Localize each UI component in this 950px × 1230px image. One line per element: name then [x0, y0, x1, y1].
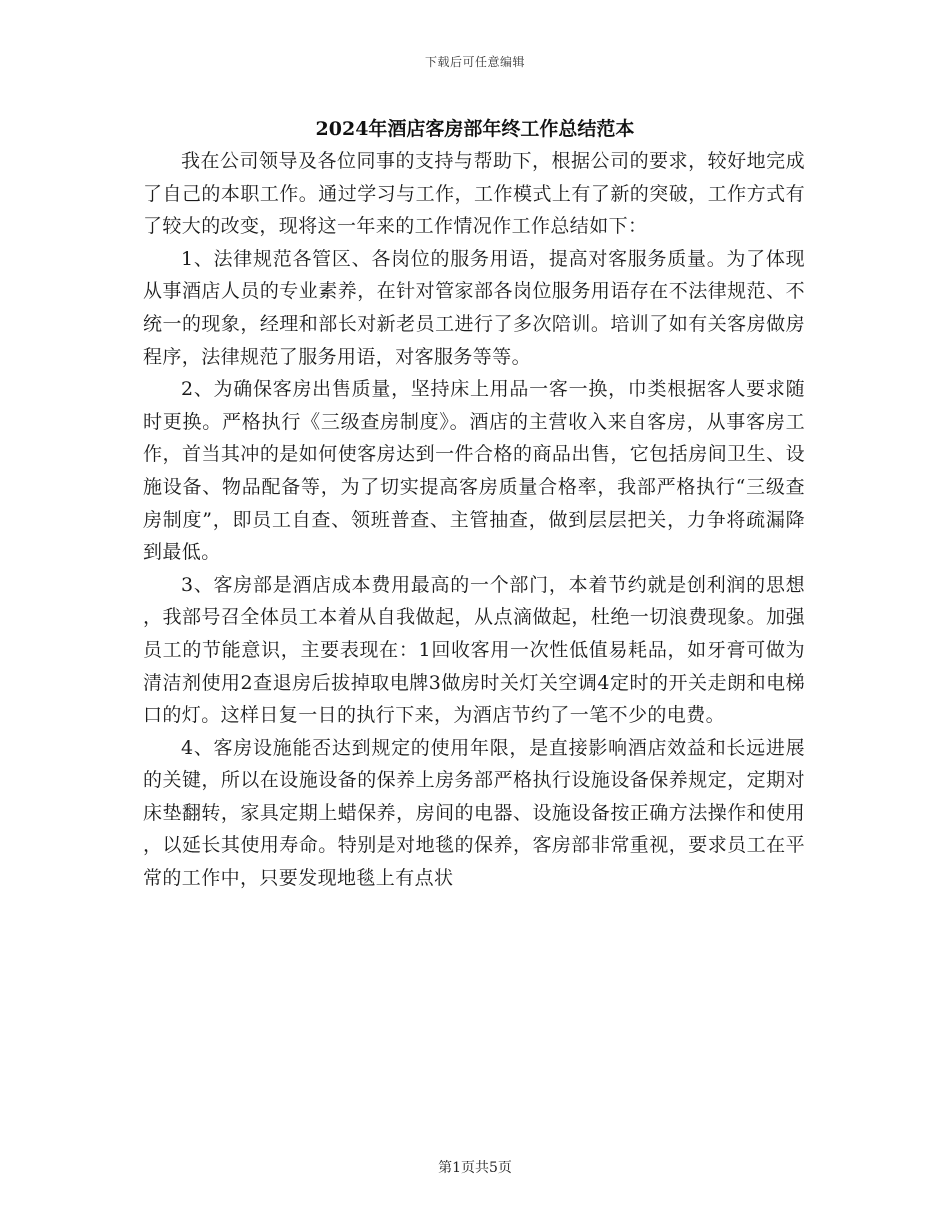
document-title: 2024年酒店客房部年终工作总结范本 — [315, 118, 635, 140]
paragraph-item-1: 1、法律规范各管区、各岗位的服务用语，提高对客服务质量。为了体现从事酒店人员的专业素养，在针对管家部各岗位服务用语存在不法律规范、不统一的现象，经理和部长对新老员工进行了多次陪训。培训了如有关客房做房程序，法律规范了服务用语，对客服务等等。 — [143, 247, 805, 368]
paragraph-item-4: 4、客房设施能否达到规定的使用年限，是直接影响酒店效益和长远进展的关键，所以在设施设备的保养上房务部严格执行设施设备保养规定，定期对床垫翻转，家具定期上蜡保养，房间的电器、设施设备按正确方法操作和使用，以延长其使用寿命。特别是对地毯的保养，客房部非常重视，要求员工在平常的工作中，只要发现地毯上有点状 — [143, 736, 805, 890]
document-body — [143, 145, 805, 895]
paragraph-intro: 我在公司领导及各位同事的支持与帮助下，根据公司的要求，较好地完成了自己的本职工作。通过学习与工作，工作模式上有了新的突破，工作方式有了较大的改变，现将这一年来的工作情况作工作总结如下： — [143, 150, 805, 238]
paragraph-item-2: 2、为确保客房出售质量，坚持床上用品一客一换，巾类根据客人要求随时更换。严格执行《三级查房制度》。酒店的主营收入来自客房，从事客房工作，首当其冲的是如何使客房达到一件合格的商品出售，它包括房间卫生、设施设备、物品配备等，为了切实提高客房质量合格率，我部严格执行“三级查房制度”，即员工自查、领班普查、主管抽查，做到层层把关，力争将疏漏降到最低。 — [143, 378, 805, 564]
page-number: 第1页共5页 — [438, 1160, 512, 1176]
paragraph-item-3: 3、客房部是酒店成本费用最高的一个部门，本着节约就是创利润的思想，我部号召全体员工本着从自我做起，从点滴做起，杜绝一切浪费现象。加强员工的节能意识，主要表现在：1回收客用一次性低值易耗品，如牙膏可做为清洁剂使用2查退房后拔掉取电牌3做房时关灯关空调4定时的开关走朗和电梯口的灯。这样日复一日的执行下来，为酒店节约了一笔不少的电费。 — [143, 573, 805, 727]
header-note: 下载后可任意编辑 — [424, 55, 525, 69]
